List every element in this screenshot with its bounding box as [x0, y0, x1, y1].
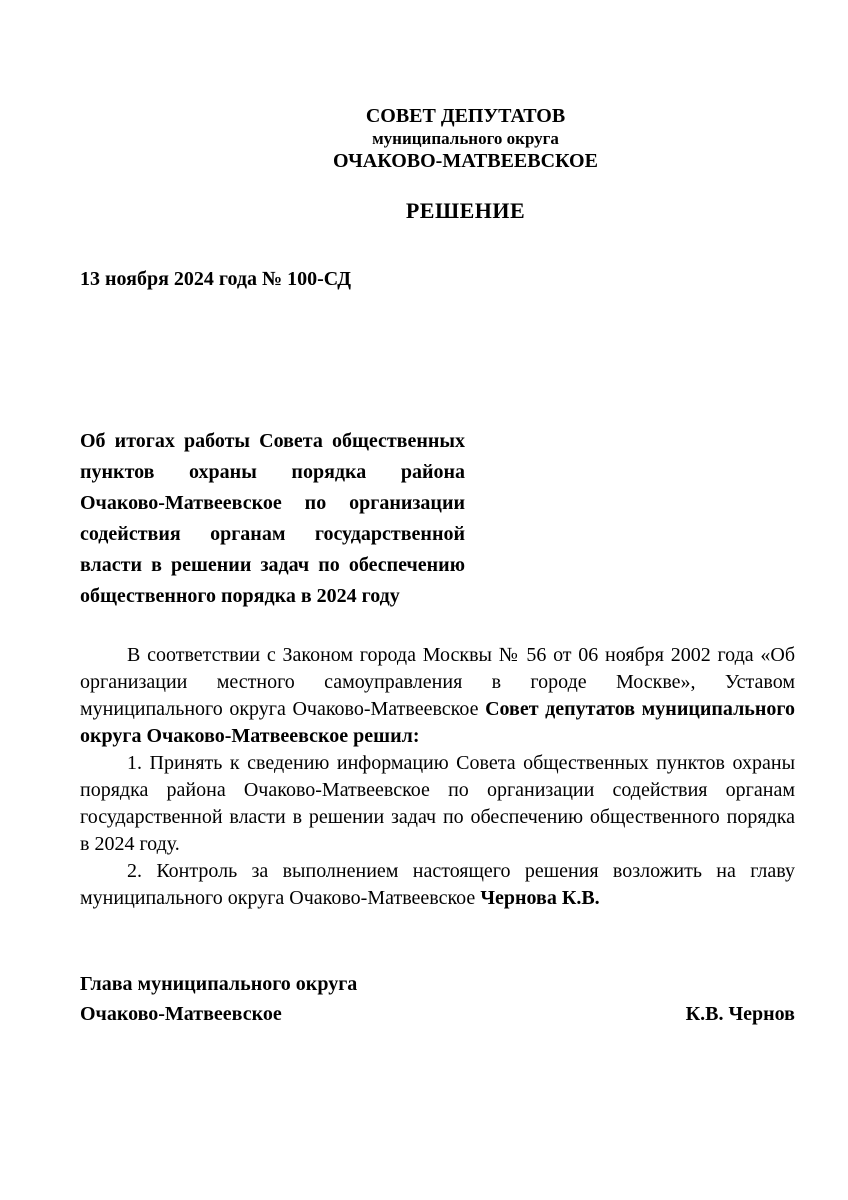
org-header [138, 104, 793, 173]
body-line [80, 858, 795, 885]
org-name-line-2: муниципального округа [372, 129, 559, 148]
subject-line: содействия органам государственной [80, 523, 465, 545]
org-name-line-1: СОВЕТ ДЕПУТАТОВ [365, 105, 566, 127]
body-line-bold-text: округа Очаково-Матвеевское решил: [80, 725, 420, 747]
date-number-line: 13 ноября 2024 года № 100-СД [80, 268, 351, 290]
subject-line: пунктов охраны порядка района [80, 461, 465, 483]
signature-row [80, 999, 795, 1029]
signature-block [80, 969, 795, 1029]
body-line-text: организации местного самоуправления в городе Москве», Уставом [80, 671, 795, 693]
signature-position-line-2: Очаково-Матвеевское [80, 1003, 282, 1025]
body-text [80, 642, 795, 912]
subject-line: общественного порядка в 2024 году [80, 585, 400, 607]
body-line-text: 1. Принять к сведению информацию Совета общественных пунктов охраны [127, 752, 795, 774]
subject-paragraph [80, 426, 465, 612]
body-line-bold-text: Совет депутатов муниципального [485, 698, 795, 720]
body-line [80, 642, 795, 669]
body-line [80, 777, 795, 804]
body-line-text: муниципального округа Очаково-Матвеевское [80, 698, 486, 720]
org-name-line-3: ОЧАКОВО-МАТВЕЕВСКОЕ [333, 150, 598, 172]
body-line [80, 750, 795, 777]
document-type-title: РЕШЕНИЕ [405, 198, 526, 223]
body-line-text: порядка района Очаково-Матвеевское по организации содействия органам [80, 779, 795, 801]
body-line-text: в 2024 году. [80, 833, 180, 855]
subject-line: Об итогах работы Совета общественных [80, 430, 465, 452]
subject-line: власти в решении задач по обеспечению [80, 554, 465, 576]
body-line [80, 669, 795, 696]
body-line-text: 2. Контроль за выполнением настоящего решения возложить на главу [127, 860, 795, 882]
body-line [80, 804, 795, 831]
body-line-bold-text: Чернова К.В. [480, 887, 600, 909]
signature-position-line-1: Глава муниципального округа [80, 973, 358, 995]
body-line [80, 723, 795, 750]
body-line [80, 831, 795, 858]
signature-name: К.В. Чернов [685, 1003, 795, 1025]
subject-line: Очаково-Матвеевское по организации [80, 492, 465, 514]
body-line-text: муниципального округа Очаково-Матвеевское [80, 887, 481, 909]
body-line [80, 696, 795, 723]
body-line-text: государственной власти в решении задач по обеспечению общественного порядка [80, 806, 795, 828]
body-line-text: В соответствии с Законом города Москвы № 56 от 06 ноября 2002 года «Об [127, 644, 795, 666]
body-line [80, 885, 795, 912]
